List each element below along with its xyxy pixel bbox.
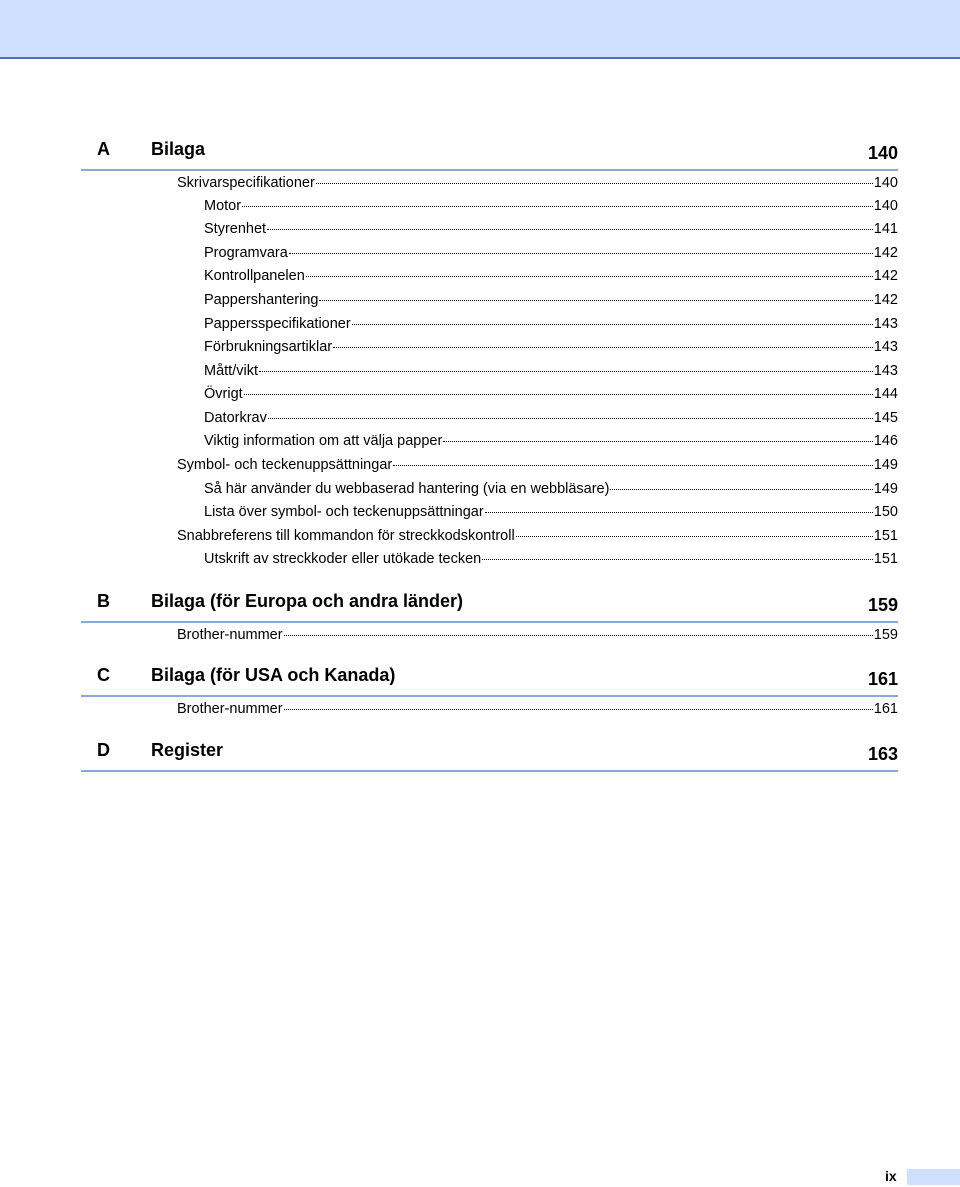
toc-entry-page: 143 (873, 363, 898, 379)
toc-entry-title: Övrigt (204, 386, 243, 402)
chapter-page: 163 (867, 744, 898, 764)
toc-entry[interactable] (177, 527, 898, 545)
toc-entry-page: 141 (873, 221, 898, 237)
toc-entry[interactable] (204, 409, 898, 427)
dot-leader (443, 440, 872, 442)
toc-entry-title: Lista över symbol- och teckenuppsättningar (204, 504, 484, 520)
chapter-letter: B (97, 591, 110, 611)
toc-entry-page: 142 (873, 245, 898, 261)
toc-entry[interactable] (177, 626, 898, 644)
toc-entry[interactable] (204, 267, 898, 285)
toc-entry-title: Symbol- och teckenuppsättningar (177, 457, 393, 473)
chapter-title: Register (151, 740, 224, 760)
dot-leader (319, 299, 872, 301)
dot-leader (268, 417, 873, 419)
toc-entry-title: Skrivarspecifikationer (177, 175, 315, 191)
footer-tab (907, 1169, 960, 1185)
dot-leader (306, 275, 873, 277)
toc-entry-title: Förbrukningsartiklar (204, 339, 333, 355)
toc-entry-title: Programvara (204, 245, 288, 261)
toc-entry[interactable] (204, 291, 898, 309)
toc-entry-title: Brother-nummer (177, 627, 283, 643)
toc-entry-title: Pappershantering (204, 292, 319, 308)
toc-entry-page: 149 (873, 481, 898, 497)
toc-entry-title: Brother-nummer (177, 701, 283, 717)
dot-leader (244, 393, 873, 395)
toc-entry[interactable] (204, 503, 898, 521)
toc-entry-title: Viktig information om att välja papper (204, 433, 443, 449)
chapter-title: Bilaga (151, 139, 206, 159)
dot-leader (352, 323, 873, 325)
toc-entry-page: 143 (873, 339, 898, 355)
toc-entry[interactable] (204, 385, 898, 403)
toc-entry-title: Pappersspecifikationer (204, 316, 351, 332)
dot-leader (482, 558, 873, 560)
toc-entry[interactable] (204, 432, 898, 450)
toc-entry-title: Motor (204, 198, 242, 214)
toc-entry-page: 142 (873, 292, 898, 308)
header-band (0, 0, 960, 59)
chapter-letter: D (97, 740, 110, 760)
toc-entry-title: Mått/vikt (204, 363, 258, 379)
dot-leader (485, 511, 873, 513)
chapter-letter: C (97, 665, 110, 685)
toc-entry[interactable] (204, 244, 898, 262)
chapter-letter: A (97, 139, 110, 159)
toc-entry-title: Snabbreferens till kommandon för streckkodskontroll (177, 528, 515, 544)
toc-entry-page: 144 (873, 386, 898, 402)
chapter-page: 161 (867, 669, 898, 689)
chapter-page: 140 (867, 143, 898, 163)
toc-entry-title: Kontrollpanelen (204, 268, 305, 284)
toc-entry-page: 150 (873, 504, 898, 520)
toc-entry-page: 142 (873, 268, 898, 284)
chapter-title: Bilaga (för USA och Kanada) (151, 665, 396, 685)
dot-leader (289, 252, 873, 254)
dot-leader (516, 535, 873, 537)
dot-leader (610, 488, 872, 490)
toc-entry-page: 159 (873, 627, 898, 643)
dot-leader (393, 464, 873, 466)
chapter-heading-d[interactable] (81, 740, 898, 772)
dot-leader (284, 708, 873, 710)
toc-entry[interactable] (177, 456, 898, 474)
toc-entry[interactable] (204, 480, 898, 498)
toc-entry[interactable] (177, 700, 898, 718)
chapter-heading-a[interactable] (81, 139, 898, 171)
toc-entry[interactable] (204, 550, 898, 568)
dot-leader (242, 205, 873, 207)
toc-entry-page: 151 (873, 528, 898, 544)
dot-leader (267, 228, 873, 230)
toc-entry-page: 146 (873, 433, 898, 449)
dot-leader (333, 346, 873, 348)
toc-entry-page: 140 (873, 198, 898, 214)
toc-entry-title: Styrenhet (204, 221, 267, 237)
dot-leader (316, 182, 873, 184)
dot-leader (259, 370, 873, 372)
chapter-heading-c[interactable] (81, 665, 898, 697)
toc-entry-page: 151 (873, 551, 898, 567)
toc-entry-page: 140 (873, 175, 898, 191)
toc-entry-page: 143 (873, 316, 898, 332)
page-number: ix (885, 1168, 897, 1184)
toc-entry[interactable] (177, 174, 898, 192)
toc-entry[interactable] (204, 362, 898, 380)
toc-entry-title: Utskrift av streckkoder eller utökade tecken (204, 551, 482, 567)
toc-entry[interactable] (204, 197, 898, 215)
chapter-page: 159 (867, 595, 898, 615)
toc-entry-page: 149 (873, 457, 898, 473)
toc-entry[interactable] (204, 220, 898, 238)
chapter-title: Bilaga (för Europa och andra länder) (151, 591, 464, 611)
toc-entry-page: 161 (873, 701, 898, 717)
dot-leader (284, 634, 873, 636)
toc-entry[interactable] (204, 315, 898, 333)
toc-entry-title: Datorkrav (204, 410, 267, 426)
toc-entry[interactable] (204, 338, 898, 356)
toc-entry-title: Så här använder du webbaserad hantering (via en webbläsare) (204, 481, 610, 497)
chapter-heading-b[interactable] (81, 591, 898, 623)
toc-entry-page: 145 (873, 410, 898, 426)
